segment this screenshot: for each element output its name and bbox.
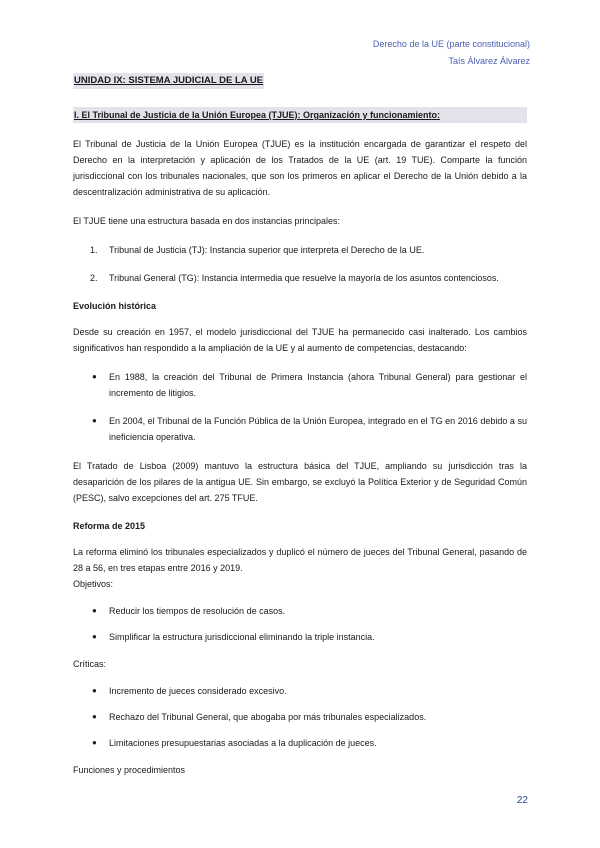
section-heading-tjue: I. El Tribunal de Justicia de la Unión Europea (TJUE): Organización y funcionamiento: [73, 107, 527, 123]
header-course-title: Derecho de la UE (parte constitucional) [372, 39, 530, 49]
paragraph-evolucion: Desde su creación en 1957, el modelo jurisdiccional del TJUE ha permanecido casi inalterado. Los cambios significativos han respondido a la ampliación de la UE y al aumento de competencias, destacando: [73, 327, 527, 353]
page-header [373, 36, 530, 70]
list-item-text: Tribunal General (TG): Instancia intermedia que resuelve la mayoría de los asuntos contenciosos. [109, 273, 499, 283]
list-item-text: En 2004, el Tribunal de la Función Pública de la Unión Europea, integrado en el TG en 2016 debido a su ineficiencia operativa. [109, 416, 527, 442]
bullet-icon: ● [92, 632, 97, 641]
list-item [73, 735, 527, 751]
list-marker: 1. [90, 245, 98, 255]
paragraph-lisboa: El Tratado de Lisboa (2009) mantuvo la estructura básica del TJUE, ampliando su jurisdicción tras la desaparición de los pilares de la antigua UE. Sin embargo, se excluyó la Política Exterior y de Seguridad Común (PESC), salvo excepciones del art. 275 TFUE. [73, 461, 527, 503]
criticas-list [73, 683, 527, 751]
evolucion-list [73, 369, 527, 445]
heading-funciones: Funciones y procedimientos [73, 765, 186, 775]
heading-reforma: Reforma de 2015 [73, 521, 146, 531]
list-item-text: Tribunal de Justicia (TJ): Instancia superior que interpreta el Derecho de la UE. [109, 245, 425, 255]
paragraph-tjue-structure: El TJUE tiene una estructura basada en dos instancias principales: [73, 216, 340, 226]
list-item-text: Reducir los tiempos de resolución de casos. [109, 606, 286, 616]
heading-evolucion: Evolución histórica [73, 301, 157, 311]
bullet-icon: ● [92, 416, 97, 425]
bullet-icon: ● [92, 686, 97, 695]
bullet-icon: ● [92, 738, 97, 747]
instances-list [73, 242, 527, 286]
list-item [73, 603, 527, 619]
label-criticas: Críticas: [73, 659, 107, 669]
list-marker: 2. [90, 273, 98, 283]
list-item-text: Simplificar la estructura jurisdiccional eliminando la triple instancia. [109, 632, 375, 642]
list-item [73, 629, 527, 645]
page-number: 22 [516, 795, 528, 806]
list-item-text: En 1988, la creación del Tribunal de Primera Instancia (ahora Tribunal General) para gestionar el incremento de litigios. [109, 372, 527, 398]
list-item [73, 369, 527, 401]
list-item [73, 709, 527, 725]
list-item-text: Rechazo del Tribunal General, que abogaba por más tribunales especializados. [109, 712, 427, 722]
label-objetivos: Objetivos: [73, 579, 114, 589]
list-item [73, 413, 527, 445]
objetivos-list [73, 603, 527, 645]
list-item [73, 242, 527, 258]
list-item-text: Limitaciones presupuestarias asociadas a la duplicación de jueces. [109, 738, 377, 748]
paragraph-tjue-intro: El Tribunal de Justicia de la Unión Europea (TJUE) es la institución encargada de garantizar el respeto del Derecho en la interpretación y aplicación de los Tratados de la UE (art. 19 TUE). Comparte la función jurisdiccional con los tribunales nacionales, que son los primeros en aplicar el Derecho de la Unión debido a la descentralización administrativa de su aplicación. [73, 139, 527, 197]
bullet-icon: ● [92, 606, 97, 615]
list-item [73, 270, 527, 286]
header-author: Taís Álvarez Álvarez [448, 56, 530, 66]
bullet-icon: ● [92, 712, 97, 721]
bullet-icon: ● [92, 372, 97, 381]
paragraph-reforma: La reforma eliminó los tribunales especializados y duplicó el número de jueces del Tribunal General, pasando de 28 a 56, en tres etapas entre 2016 y 2019. [73, 547, 527, 573]
page-content [73, 72, 527, 778]
list-item-text: Incremento de jueces considerado excesivo. [109, 686, 287, 696]
unit-title: UNIDAD IX: SISTEMA JUDICIAL DE LA UE [73, 73, 264, 89]
list-item [73, 683, 527, 699]
